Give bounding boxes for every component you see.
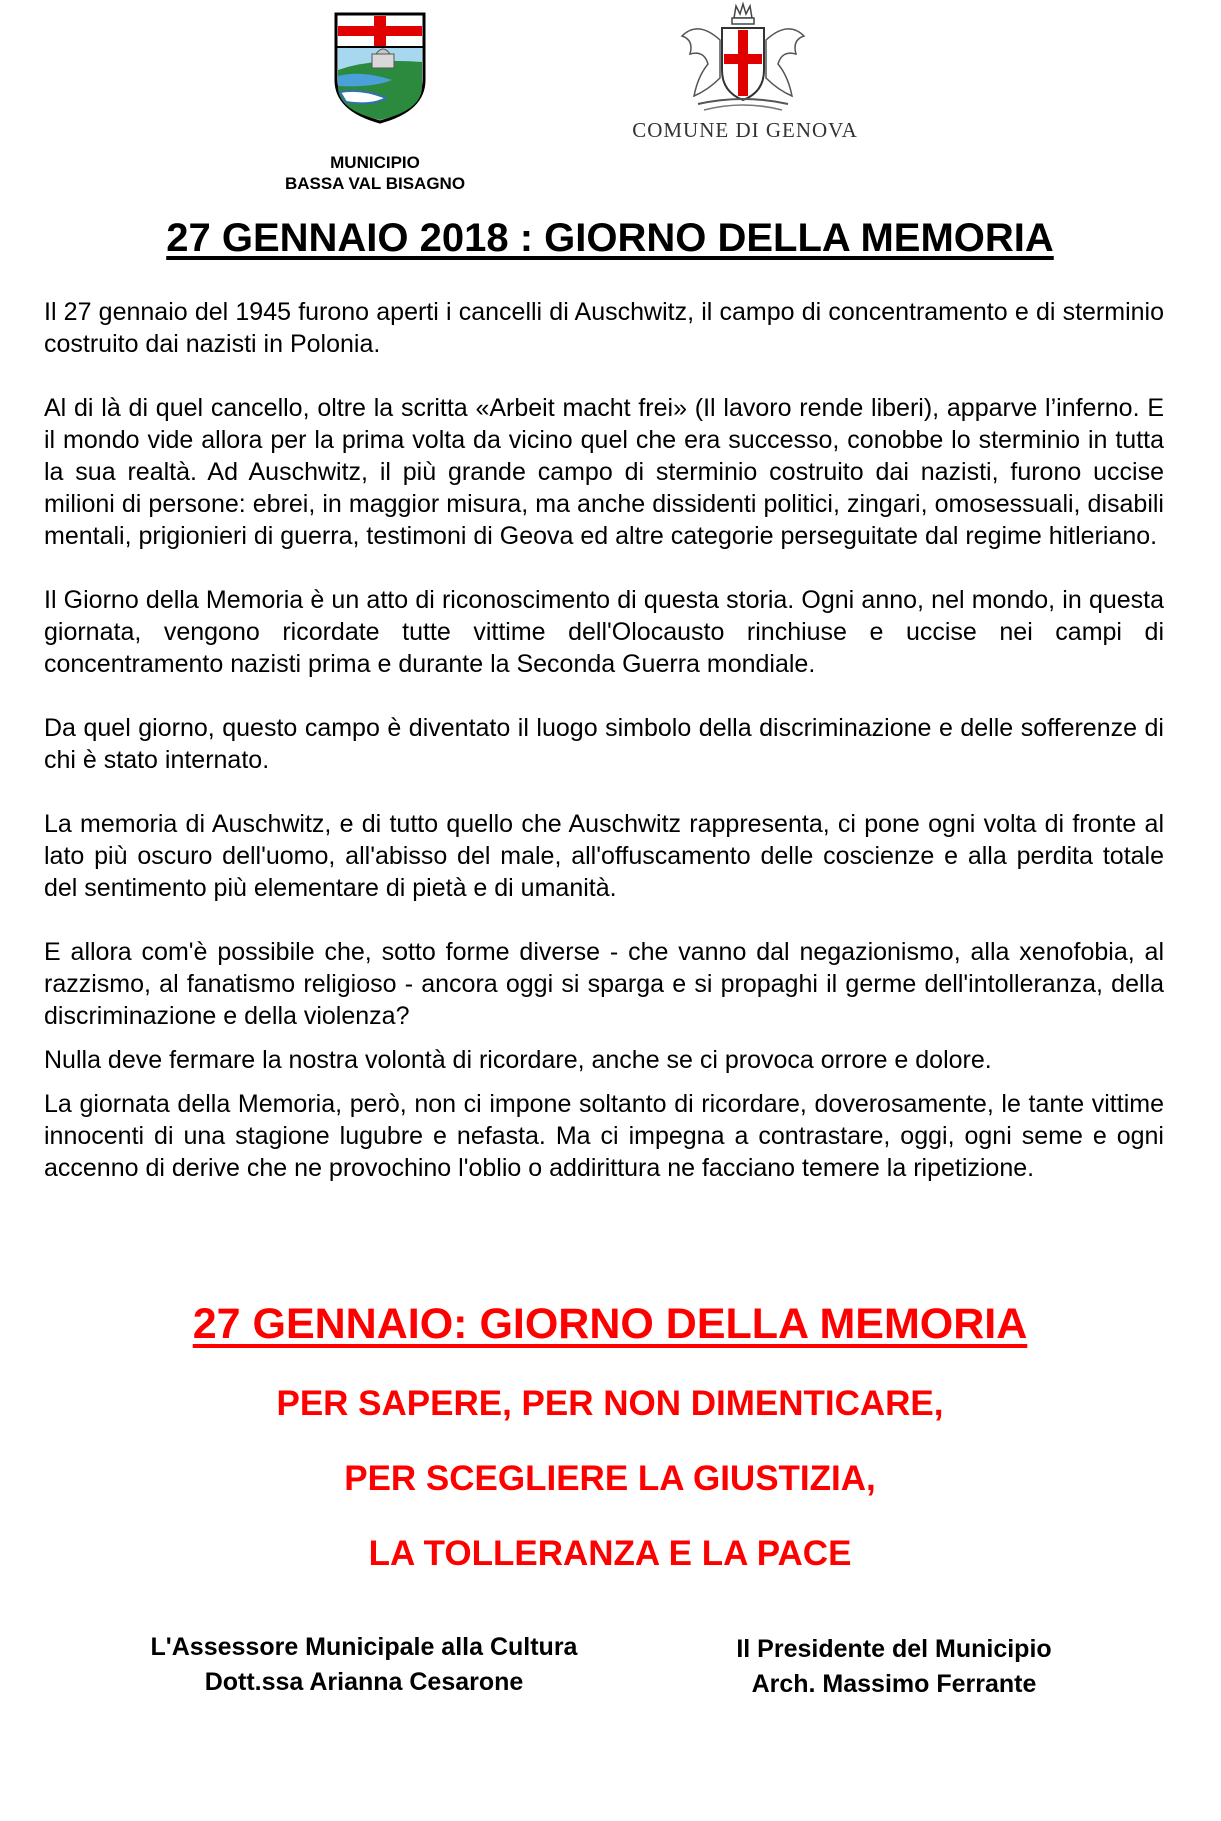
document-title: 27 GENNAIO 2018 : GIORNO DELLA MEMORIA (166, 216, 1054, 260)
body-paragraph: Il 27 gennaio del 1945 furono aperti i cancelli di Auschwitz, il campo di concentramento e di sterminio costruito dai nazisti in Polonia. (44, 298, 1164, 358)
closing-line-2: PER SCEGLIERE LA GIUSTIZIA, (344, 1459, 876, 1498)
body-paragraph: Da quel giorno, questo campo è diventato il luogo simbolo della discriminazione e delle sofferenze di chi è stato internato. (44, 714, 1164, 774)
municipio-line-1: MUNICIPIO (330, 153, 420, 172)
municipio-coat-of-arms-icon (332, 10, 428, 124)
signature-role: Il Presidente del Municipio (736, 1635, 1052, 1663)
document-body (44, 296, 1164, 1184)
body-paragraph: Il Giorno della Memoria è un atto di riconoscimento di questa storia. Ogni anno, nel mondo, in questa giornata, vengono ricordate tutte vittime dell'Olocausto rinchiuse e uccise nei campi di concentramento nazisti prima e durante la Seconda Guerra mondiale. (44, 586, 1164, 678)
closing-title: 27 GENNAIO: GIORNO DELLA MEMORIA (192, 1300, 1028, 1348)
body-paragraph: E allora com'è possibile che, sotto forme diverse - che vanno dal negazionismo, alla xenofobia, al razzismo, al fanatismo religioso - ancora oggi si sparga e si propaghi il germe dell'intolleranza, della discriminazione e della violenza? (44, 938, 1164, 1030)
genova-coat-of-arms-icon (668, 0, 818, 118)
signature-assessore (104, 1630, 624, 1700)
body-paragraph: La giornata della Memoria, però, non ci impone soltanto di ricordare, doverosamente, le tante vittime innocenti di una stagione lugubre e nefasta. Ma ci impegna a contrastare, oggi, ogni seme e ogni accenno di derive che ne provochino l'oblio o addirittura ne facciano temere la ripetizione. (44, 1090, 1164, 1182)
body-paragraph: Nulla deve fermare la nostra volontà di ricordare, anche se ci provoca orrore e dolore. (44, 1046, 992, 1074)
signature-presidente (634, 1632, 1154, 1702)
comune-di-genova-label: COMUNE DI GENOVA (632, 118, 858, 142)
body-paragraph: Al di là di quel cancello, oltre la scritta «Arbeit macht frei» (Il lavoro rende liberi), apparve l’inferno. E il mondo vide allora per la prima volta da vicino quel che era successo, conobbe lo sterminio in tutta la sua realtà. Ad Auschwitz, il più grande campo di sterminio costruito dai nazisti, furono uccise milioni di persone: ebrei, in maggior misura, ma anche dissidenti politici, zingari, omosessuali, disabili mentali, prigionieri di guerra, testimoni di Geova ed altre categorie perseguitate dal regime hitleriano. (44, 394, 1164, 550)
municipio-name (240, 152, 510, 194)
body-paragraph: La memoria di Auschwitz, e di tutto quello che Auschwitz rappresenta, ci pone ogni volta di fronte al lato più oscuro dell'uomo, all'abisso del male, all'offuscamento delle coscienze e alla perdita totale del sentimento più elementare di pietà e di umanità. (44, 810, 1164, 902)
signature-name: Dott.ssa Arianna Cesarone (204, 1668, 524, 1696)
closing-line-3: LA TOLLERANZA E LA PACE (368, 1534, 852, 1573)
signature-name: Arch. Massimo Ferrante (751, 1670, 1037, 1698)
closing-line-1: PER SAPERE, PER NON DIMENTICARE, (276, 1384, 944, 1423)
signature-role: L'Assessore Municipale alla Cultura (150, 1633, 578, 1661)
municipio-line-2: BASSA VAL BISAGNO (284, 174, 466, 193)
